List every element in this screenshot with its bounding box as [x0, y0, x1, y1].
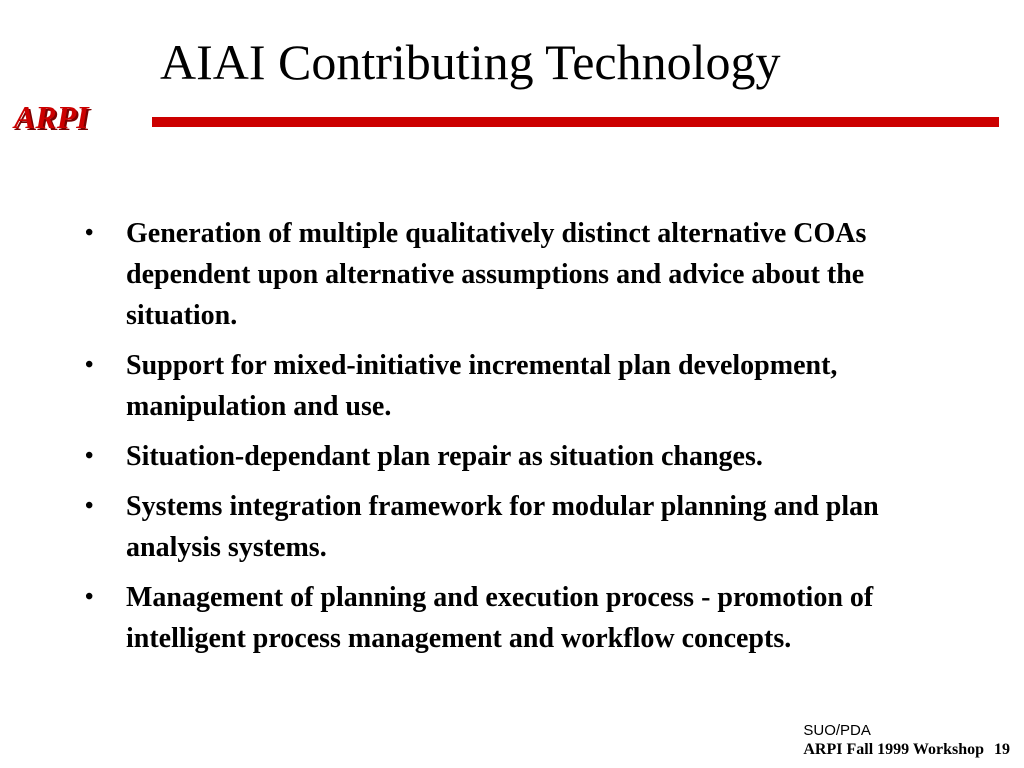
footer-org: SUO/PDA	[803, 722, 871, 739]
bullet-text: Systems integration framework for modular planning and plan analysis systems.	[126, 491, 879, 563]
bullet-item	[85, 213, 965, 336]
title-divider-rule	[152, 117, 999, 127]
slide-title: AIAI Contributing Technology	[160, 34, 781, 90]
bullet-dot-icon: •	[85, 220, 94, 246]
bullet-item	[85, 486, 965, 568]
bullet-text: Management of planning and execution process - promotion of intelligent process management and workflow concepts.	[126, 582, 874, 654]
bullet-dot-icon: •	[85, 443, 94, 469]
bullet-text: Support for mixed-initiative incremental plan development, manipulation and use.	[126, 350, 838, 422]
page-number: 19	[994, 741, 1010, 758]
bullet-list	[85, 213, 965, 668]
bullet-item	[85, 436, 965, 477]
footer-event: ARPI Fall 1999 Workshop	[803, 741, 984, 758]
bullet-dot-icon: •	[85, 493, 94, 519]
bullet-item	[85, 345, 965, 427]
arpi-logo: ARPI	[14, 99, 89, 135]
bullet-text: Situation-dependant plan repair as situation changes.	[126, 441, 763, 472]
slide-footer	[803, 722, 1010, 760]
bullet-text: Generation of multiple qualitatively distinct alternative COAs dependent upon alternative assumptions and advice about the situation.	[126, 218, 867, 331]
bullet-item	[85, 577, 965, 659]
bullet-dot-icon: •	[85, 584, 94, 610]
footer-event-line	[803, 740, 1010, 760]
bullet-dot-icon: •	[85, 352, 94, 378]
